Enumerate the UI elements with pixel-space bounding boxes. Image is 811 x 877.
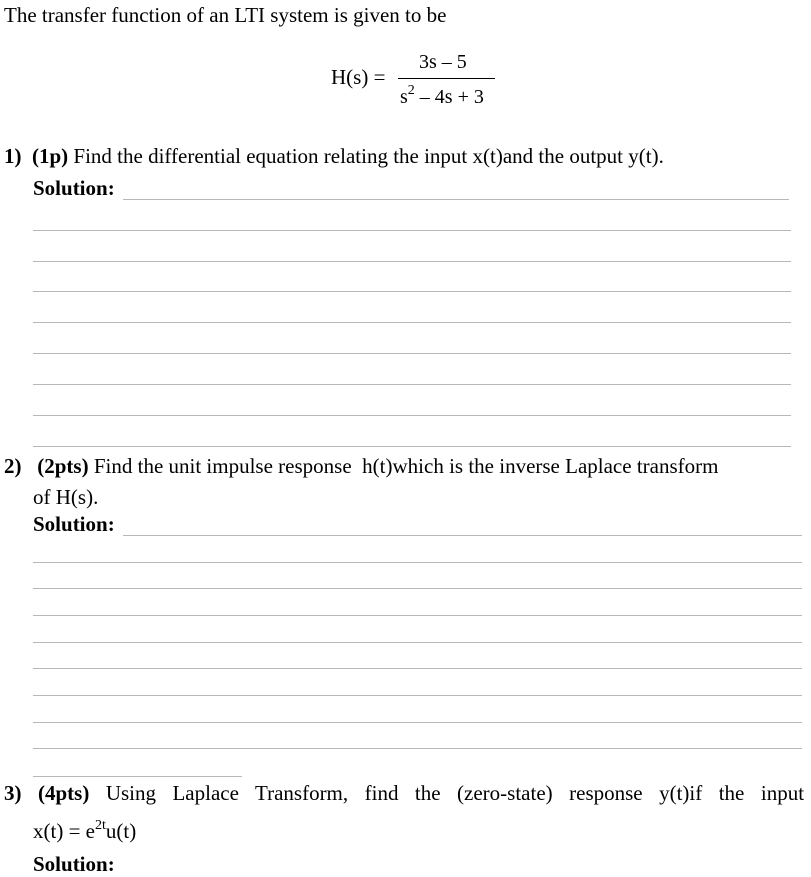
q3-solution-label: Solution: (33, 852, 115, 876)
answer-line (33, 722, 802, 723)
answer-line (33, 615, 802, 616)
equation-denominator: $s^2 - 4s + 3$ (400, 83, 484, 108)
answer-line (33, 291, 791, 292)
answer-line (33, 353, 791, 354)
q2-solution-label: Solution: (33, 512, 115, 536)
answer-line (33, 261, 791, 262)
q3-input-expression: $x(t) = e^{2t}u(t)$ (33, 818, 137, 843)
equation-numerator: 3s – 5 (419, 51, 467, 73)
answer-line (33, 230, 791, 231)
answer-line (33, 446, 791, 447)
equation-lhs: H(s) = (331, 65, 386, 89)
answer-line (33, 562, 802, 563)
question-1: 1) (1p) Find the differential equation relating the input x(t)and the output y(t). (4, 144, 664, 168)
answer-line (33, 322, 791, 323)
question-3: 3) (4pts) Using Laplace Transform, find the (zero-state) response y(t)if the input (4, 781, 805, 805)
answer-line (123, 199, 789, 200)
answer-line (33, 384, 791, 385)
answer-line (33, 776, 242, 777)
fraction-bar (398, 78, 495, 79)
intro-text: The transfer function of an LTI system is given to be (4, 3, 447, 27)
q2-line-2: of H(s). (33, 485, 99, 509)
answer-line (33, 588, 802, 589)
q1-solution-label: Solution: (33, 176, 115, 200)
answer-line (33, 642, 802, 643)
answer-line (123, 535, 802, 536)
answer-line (33, 668, 802, 669)
answer-line (33, 748, 802, 749)
answer-line (33, 415, 791, 416)
question-2: 2) (2pts) Find the unit impulse response h(t)which is the inverse Laplace transform (4, 454, 719, 478)
answer-line (33, 695, 802, 696)
